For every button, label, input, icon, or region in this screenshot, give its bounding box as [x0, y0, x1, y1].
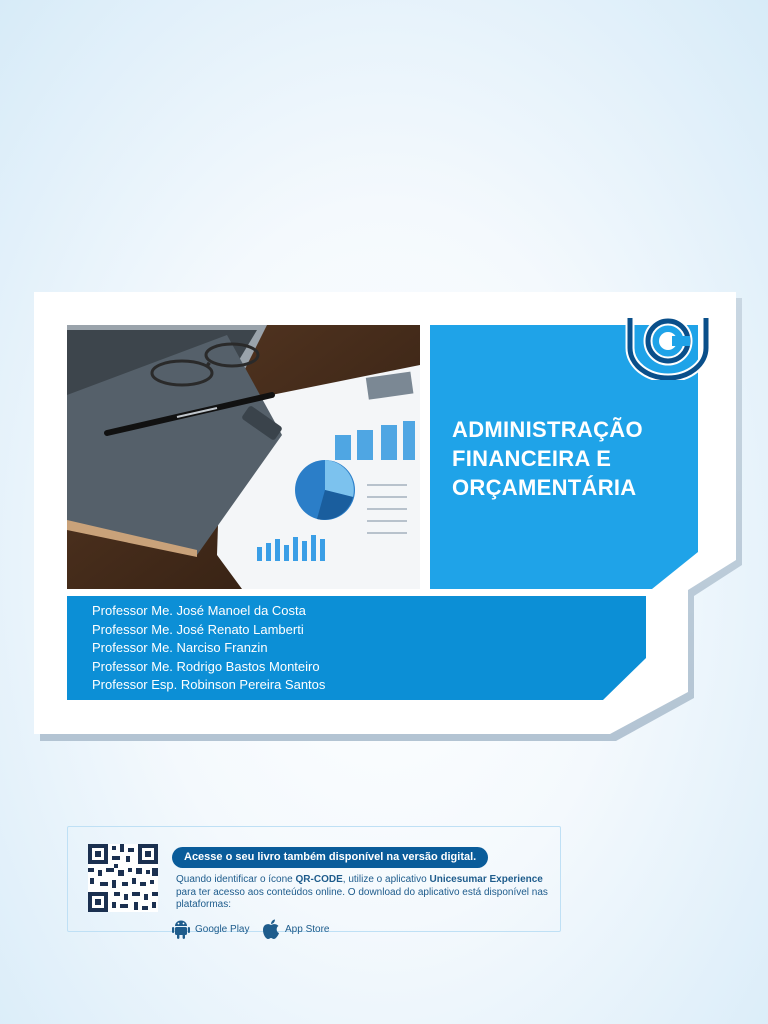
- authors-list: [92, 602, 325, 695]
- business-desk-photo: [67, 325, 420, 589]
- title-line-1: ADMINISTRAÇÃO: [452, 417, 643, 442]
- desc-suffix: para ter acesso aos conteúdos online. O download do aplicativo está disponível nas plataformas:: [176, 886, 548, 910]
- google-play-link[interactable]: [172, 918, 249, 940]
- app-store-label: App Store: [285, 923, 330, 935]
- author-4: Professor Me. Rodrigo Bastos Monteiro: [92, 658, 320, 674]
- digital-version-banner: Acesse o seu livro também disponível na versão digital.: [172, 847, 488, 868]
- desc-app-name: Unicesumar Experience: [429, 874, 543, 885]
- unicesumar-logo: [622, 308, 714, 380]
- qr-code-icon[interactable]: [88, 844, 158, 912]
- author-3: Professor Me. Narciso Franzin: [92, 640, 268, 655]
- app-instructions: [176, 874, 548, 912]
- desc-mid: , utilize o aplicativo: [342, 874, 430, 885]
- title-line-2: FINANCEIRA E: [452, 446, 612, 471]
- app-store-link[interactable]: [262, 918, 329, 940]
- apple-icon: [262, 919, 280, 939]
- title-line-3: ORÇAMENTÁRIA: [452, 475, 637, 500]
- android-icon: [172, 919, 190, 939]
- book-title: [452, 415, 682, 502]
- google-play-label: Google Play: [195, 923, 250, 935]
- author-5: Professor Esp. Robinson Pereira Santos: [92, 677, 326, 692]
- desc-qr-code: QR-CODE: [295, 874, 343, 885]
- desc-prefix: Quando identificar o ícone: [176, 874, 296, 885]
- author-1: Professor Me. José Manoel da Costa: [92, 603, 306, 618]
- author-2: Professor Me. José Renato Lamberti: [92, 621, 304, 637]
